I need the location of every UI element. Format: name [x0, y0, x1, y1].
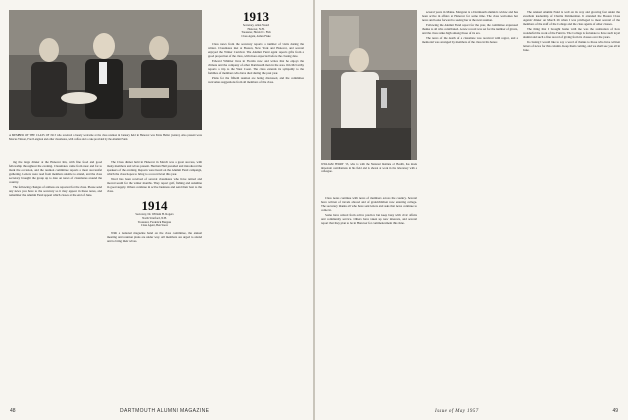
reunion-photo-caption: A MEMBER OF THE CLASS OF 1913 who received a hearty welcome at the class reunion in January held in Hanover was Ernie Heller (center). Also present were Marcus Vinson, Fred Langdon and other classmates, with coffee and a cake provided by the Alumni Fund.	[9, 134, 202, 141]
left-page	[0, 0, 313, 420]
class-year-1913: 1913	[243, 10, 269, 24]
right-page	[315, 0, 628, 420]
reunion-photo	[9, 10, 202, 130]
right-column-2	[422, 10, 518, 405]
laboratory-photo-caption: WILLIAM FERRY '13, who is with the National Institute of Health, has made important contributions in his field and is shown at work in the laboratory with a colleague.	[321, 163, 417, 174]
left-col2-paragraph-3: With a national magazine hand on the class committee, the annual meeting and reunion plans are under way. All members are urged to attend and to bring their wives.	[107, 231, 202, 244]
right-col3-paragraph: The Annual Alumni Fund is well on its way and growing fast under the excellent leadership of Charlie Zimmerman. It attended the Boston Class Agents' dinner on March 26 when I was privileged to meet several of the members of the staff of the College and the class agents of other classes.	[523, 10, 620, 27]
left-col1-paragraph: ing the large dinner at the Hanover Inn, with fine food and good fellowship throughout the evening. Classmates came from near and far to mark the occasion, and the reunion committee reports a most successful gathering. Letters were read from members unable to attend, and the class secretary brought the group up to date on news of classmates around the country.	[9, 160, 102, 185]
laboratory-photo-image	[321, 10, 417, 160]
left-page-footer: DARTMOUTH ALUMNI MAGAZINE	[120, 408, 210, 414]
right-col2-paragraph-3: The news of the death of a classmate was received with regret, and a memorial was arranged by members of the class in his honor.	[422, 35, 518, 44]
class-1914-secretary: Secretary, Dr. William H. Rogers	[135, 212, 174, 217]
class-1914-officers	[107, 213, 202, 228]
right-col2-paragraph-2: Following the Alumni Fund report for the year, the committee expressed thanks to all who contributed. A new record was set for the number of givers, and the class ranks high among those of its era.	[422, 22, 518, 36]
reunion-photo-image	[9, 10, 202, 130]
class-year-1914: 1914	[141, 198, 168, 214]
class-1913-agent: Class Agent, Alden Fiske	[241, 34, 271, 39]
class-1913-secretary: Secretary, Allen Yourd	[242, 23, 270, 27]
left-column-2	[107, 160, 202, 405]
class-1914-agent: Class Agent, Ben Snow	[140, 223, 169, 228]
laboratory-photo	[321, 10, 417, 160]
right-column-3	[523, 10, 620, 405]
left-col3-paragraph-2: Edward Whittier lives in Florida now and writes that he enjoys the climate and the company of other Dartmouth men in the area. Jim McCarthy reports a trip to the West Coast. The class extends its sympathy to the families of members who have died during the past year.	[208, 58, 304, 76]
left-col1-paragraph-2: The following changes of address are reported for the class. Please send any news you have to the secretary so it may appear in these notes, and remember the Alumni Fund appeal which closes at the end of June.	[9, 185, 102, 198]
left-column-1	[9, 160, 102, 405]
class-1913-treasurer: Treasurer, Harold C. Fish	[241, 30, 271, 35]
class-1913-address: Hanover, N.H.	[247, 26, 265, 31]
right-column-1	[321, 196, 417, 406]
right-col1-paragraph: Class notes continue with news of members across the country. Several have written of travels abroad and of grandchildren now entering college. The secretary thanks all who have sent letters and asks that news continue to come in.	[321, 196, 417, 213]
right-col2-paragraph: several years in Maine. Margaret is a Dartmouth alumna's widow and has been active in affairs at Hanover for some time. The class welcomes her news and looks forward to seeing her at the next reunion.	[422, 10, 518, 23]
left-page-number: 48	[10, 408, 16, 414]
class-1913-officers	[208, 24, 304, 39]
right-col3-paragraph-2: The thing that I brought home with me was the realization of how wonderful the work of the Fund is. The College is fortunate to have such loyal alumni and such a fine record of giving from its classes over the years.	[523, 26, 620, 40]
class-1914-treasurer: Treasurer, Frederick Burgess	[137, 219, 172, 224]
left-column-3	[208, 10, 304, 405]
left-col2-paragraph: The Class dinner held in Hanover in March was a great success, with many members and wives present. Herman Hail presided and introduced the speakers of the evening. Reports were heard on the Alumni Fund campaign, which the class hopes to bring to a record level this year.	[107, 160, 202, 177]
left-col2-paragraph-2: Word has been received of several classmates who have retired and moved south for the winter months. They report golf, fishing and sunshine in good supply. Others continue in active business and send their best to the class.	[107, 176, 202, 194]
right-page-number: 49	[612, 408, 618, 414]
right-col3-paragraph-3: In closing I would like to say a word of thanks to those who have written letters of news for this column. Keep them coming, and we shall see you all in June.	[523, 39, 620, 53]
left-col3-paragraph: Class news from the secretary reports a number of visits during the winter. Classmates met at Boston, New York and Hanover, and several enjoyed the Winter Carnival. The Alumni Fund agent reports gifts from a good proportion of the class, with more expected before the closing date.	[208, 41, 304, 59]
right-col1-paragraph-2: Some have retired from active practice but keep busy with civic affairs and community service. Others have taken up new interests, and several report that they plan to be in Hanover for commencement this June.	[321, 212, 417, 226]
left-col3-paragraph-3: Plans for the fiftieth reunion are being discussed, and the committee welcomes suggestions from all members of the class.	[208, 75, 304, 84]
class-1914-address: North Stratford, N.H.	[142, 216, 167, 221]
right-page-date: Issue of May 1957	[435, 409, 479, 414]
